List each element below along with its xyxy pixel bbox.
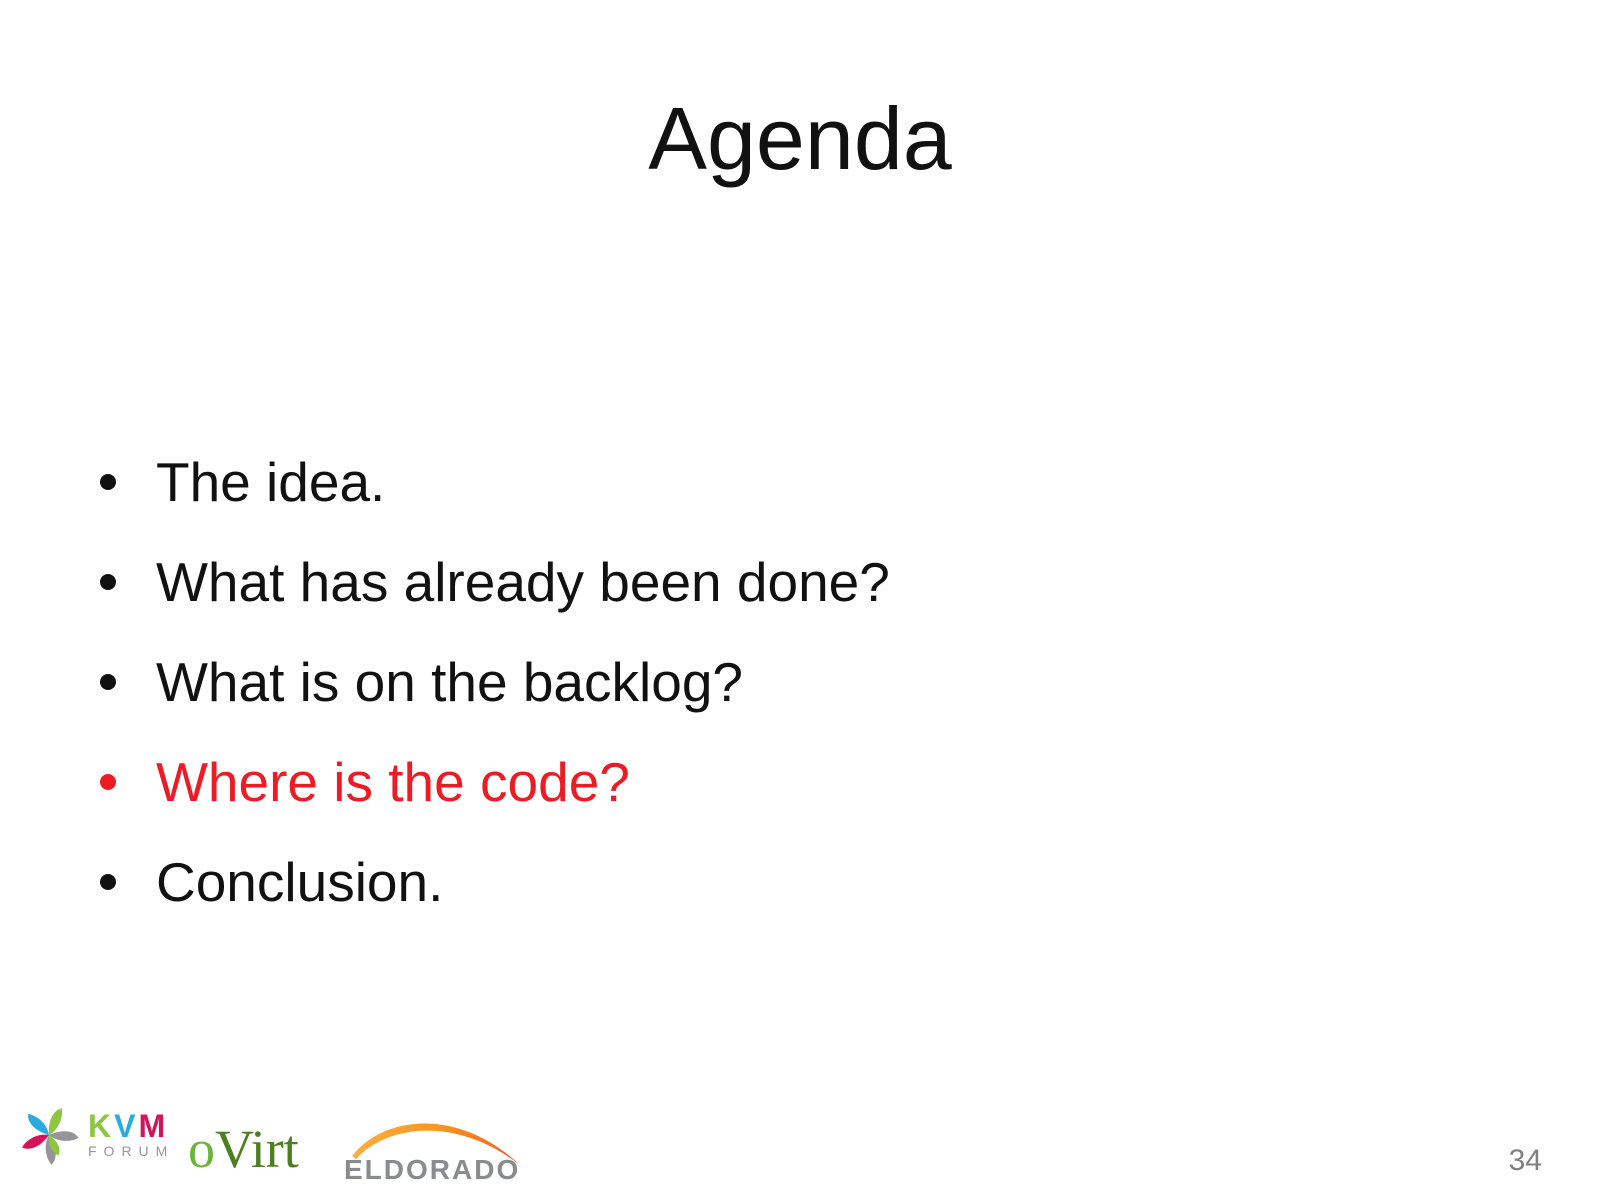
slide-title: Agenda bbox=[648, 89, 952, 188]
agenda-item-label: Where is the code? bbox=[156, 751, 630, 813]
agenda-item bbox=[90, 532, 1490, 632]
agenda-item bbox=[90, 732, 1490, 832]
ovirt-virt: Virt bbox=[215, 1119, 299, 1179]
agenda-item bbox=[90, 832, 1490, 932]
agenda-list bbox=[90, 432, 1490, 932]
eldorado-wordmark: ELDORADO bbox=[344, 1154, 521, 1185]
agenda-item bbox=[90, 632, 1490, 732]
agenda-item-label: Conclusion. bbox=[156, 851, 444, 913]
bullet-icon bbox=[100, 474, 116, 490]
bullet-icon bbox=[100, 874, 116, 890]
bullet-icon bbox=[100, 674, 116, 690]
kvm-word bbox=[88, 1108, 174, 1144]
bullet-icon bbox=[100, 574, 116, 590]
kvm-wordmark bbox=[88, 1108, 175, 1159]
agenda-item bbox=[90, 432, 1490, 532]
agenda-item-label: What is on the backlog? bbox=[156, 651, 744, 713]
page-number: 34 bbox=[1508, 1144, 1542, 1177]
kvm-letter-k: K bbox=[88, 1108, 115, 1144]
kvm-pinwheel-icon bbox=[18, 1098, 80, 1172]
ovirt-o: o bbox=[188, 1119, 215, 1179]
kvm-letter-m: M bbox=[138, 1108, 169, 1144]
agenda-item-label: The idea. bbox=[156, 451, 386, 513]
footer-logos bbox=[0, 1090, 700, 1200]
kvm-letter-v: V bbox=[114, 1108, 139, 1144]
ovirt-logo bbox=[188, 1119, 299, 1179]
bullet-icon bbox=[100, 774, 116, 790]
agenda-item-label: What has already been done? bbox=[156, 551, 890, 613]
kvm-forum-logo bbox=[18, 1098, 174, 1172]
eldorado-logo bbox=[338, 1104, 533, 1189]
kvm-forum-label: FORUM bbox=[88, 1143, 175, 1159]
